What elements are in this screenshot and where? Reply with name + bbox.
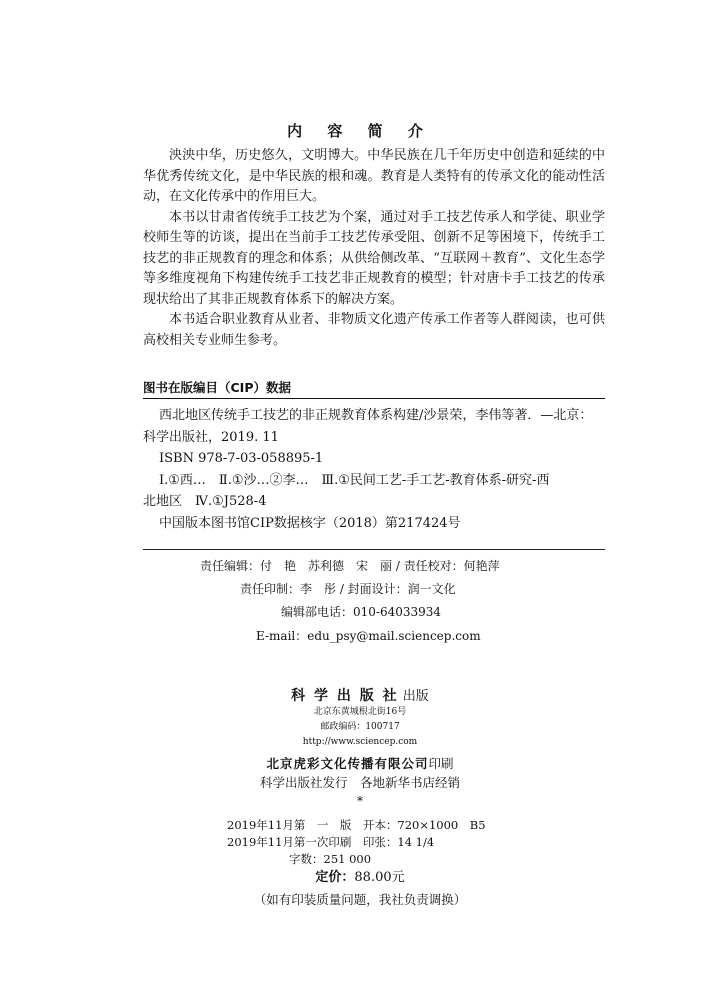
credits-editors: 责任编辑：付 艳 苏利德 宋 丽 / 责任校对：何艳萍 [200, 559, 500, 573]
publisher-suffix: 出版 [398, 689, 429, 704]
spec-printing: 2019年11月第一次印刷 印张：14 1/4 [227, 835, 435, 849]
synopsis-paragraph-1: 泱泱中华，历史悠久，文明博大。中华民族在几千年历史中创造和延续的中华优秀传统文化，是中华民族的根和魂。教育是人类特有的传承文化的能动性活动，在文化传承中的作用巨大。 [143, 148, 605, 204]
cip-bottom-rule [143, 549, 605, 550]
publisher-logo-text: 科 学 出 版 社 [291, 688, 399, 704]
cip-classification-line-2: 北地区 Ⅳ.①J528-4 [143, 494, 267, 509]
printer-line [0, 754, 720, 772]
credits-phone: 编辑部电话：010-64033934 [281, 605, 442, 619]
synopsis [143, 146, 605, 351]
price-line [0, 866, 720, 885]
distribution-line: 科学出版社发行 各地新华书店经销 [259, 775, 460, 790]
cip-top-rule [143, 398, 605, 399]
publisher-line [0, 685, 720, 705]
quality-note: （如有印装质量问题，我社负责调换） [253, 892, 467, 907]
cip-verification-number: 中国版本图书馆CIP数据核字（2018）第217424号 [159, 515, 461, 531]
credits-printing-cover: 责任印制：李 彤 / 封面设计：润一文化 [240, 582, 456, 596]
cip-publisher-line: 科学出版社，2019. 11 [143, 429, 279, 445]
credits-email: E-mail：edu_psy@mail.sciencep.com [256, 629, 481, 643]
synopsis-paragraph-3: 本书适合职业教育从业者、非物质文化遗产传承工作者等人群阅读，也可供高校相关专业师生参考。 [143, 312, 605, 348]
spec-edition: 2019年11月第 一 版 开本：720×1000 B5 [227, 818, 486, 832]
publication-info [0, 685, 720, 808]
publisher-address: 北京东黄城根北街16号 [313, 707, 407, 717]
separator-star: * [357, 794, 363, 808]
cip-classification-line-1: Ⅰ.①西… Ⅱ.①沙…②李… Ⅲ.①民间工艺-手工艺-教育体系-研究-西 [159, 472, 550, 488]
printer-suffix: 印刷 [428, 756, 454, 771]
printer-name: 北京虎彩文化传播有限公司 [266, 756, 429, 771]
cip-heading: 图书在版编目（CIP）数据 [143, 380, 291, 395]
cip-isbn: ISBN 978-7-03-058895-1 [159, 451, 324, 466]
cip-record [143, 405, 605, 534]
price-label: 定价： [315, 870, 355, 885]
synopsis-heading: 内 容 简 介 [287, 122, 433, 140]
publisher-url: http://www.sciencep.com [302, 737, 418, 747]
spec-word-count: 字数：251 000 [289, 852, 372, 866]
cip-title-line: 西北地区传统手工技艺的非正规教育体系构建/沙景荣，李伟等著．—北京： [159, 408, 593, 423]
price-value: 88.00元 [354, 870, 405, 885]
synopsis-paragraph-2: 本书以甘肃省传统手工技艺为个案，通过对手工技艺传承人和学徒、职业学校师生等的访谈，提出在当前手工技艺传承受阻、创新不足等困境下，传统手工技艺的非正规教育的理念和体系；从供给侧改革、“互联网＋教育”、文化生态学等多维度视角下构建传统手工技艺非正规教育的模型；针对唐卡手工技艺的传承现状给出了其非正规教育体系下的解决方案。 [143, 209, 605, 307]
publisher-postcode: 邮政编码：100717 [320, 722, 400, 732]
print-specs [227, 817, 486, 868]
